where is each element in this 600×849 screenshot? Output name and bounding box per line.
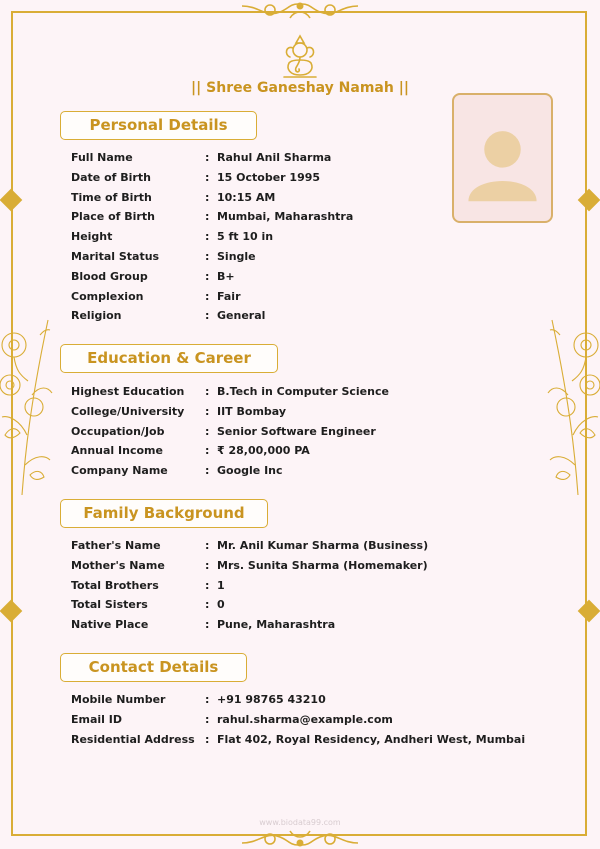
detail-row-height	[71, 230, 353, 250]
detail-value: General	[217, 309, 266, 323]
border-diamond-left-lower	[0, 600, 22, 623]
detail-value: Google Inc	[217, 464, 283, 478]
detail-row-time-of-birth	[71, 191, 353, 211]
section-title-contact-details: Contact Details	[60, 653, 247, 682]
border-diamond-right-upper	[578, 189, 600, 212]
detail-row-college-university	[71, 405, 389, 425]
detail-row-complexion	[71, 290, 353, 310]
detail-value: Mr. Anil Kumar Sharma (Business)	[217, 539, 429, 552]
detail-row-native-place	[71, 618, 428, 638]
detail-value: Mumbai, Maharashtra	[217, 210, 354, 224]
detail-label: Total Sisters	[71, 598, 148, 612]
detail-value: 10:15 AM	[217, 190, 276, 204]
detail-value: IIT Bombay	[217, 404, 287, 418]
detail-separator: :	[205, 289, 210, 303]
section-title-family-background: Family Background	[60, 499, 268, 528]
personal-details-list	[71, 151, 353, 329]
detail-row-total-sisters	[71, 598, 428, 618]
detail-value: Single	[217, 249, 256, 263]
detail-row-fathers-name	[71, 539, 428, 559]
detail-separator: :	[205, 210, 210, 224]
detail-value: B.Tech in Computer Science	[217, 385, 389, 398]
section-title-education-career: Education & Career	[60, 344, 278, 373]
detail-label: Total Brothers	[71, 578, 159, 592]
detail-separator: :	[205, 309, 210, 323]
detail-separator: :	[205, 151, 210, 164]
detail-label: Time of Birth	[71, 190, 152, 204]
detail-label: Occupation/Job	[71, 424, 165, 438]
education-career-list	[71, 385, 389, 484]
detail-value: ₹ 28,00,000 PA	[217, 444, 310, 458]
detail-separator: :	[205, 269, 210, 283]
detail-separator: :	[205, 598, 210, 612]
detail-label: Marital Status	[71, 249, 160, 263]
user-silhouette-icon	[454, 95, 551, 221]
detail-value: rahul.sharma@example.com	[217, 712, 393, 726]
detail-separator: :	[205, 424, 210, 438]
detail-label: Father's Name	[71, 539, 161, 552]
detail-separator: :	[205, 618, 210, 632]
detail-row-occupation-job	[71, 425, 389, 445]
detail-row-company-name	[71, 464, 389, 484]
detail-label: Height	[71, 230, 113, 244]
detail-value: B+	[217, 269, 235, 283]
detail-separator: :	[205, 712, 210, 726]
detail-row-highest-education	[71, 385, 389, 405]
detail-label: Mobile Number	[71, 693, 166, 706]
detail-label: College/University	[71, 404, 185, 418]
detail-row-total-brothers	[71, 579, 428, 599]
detail-value: 1	[217, 578, 225, 592]
detail-separator: :	[205, 170, 210, 184]
detail-row-mobile-number	[71, 693, 525, 713]
detail-row-email-id	[71, 713, 525, 733]
bottom-ornament-icon	[240, 826, 360, 849]
detail-row-blood-group	[71, 270, 353, 290]
detail-value: Flat 402, Royal Residency, Andheri West, Mumbai	[217, 732, 526, 746]
border-diamond-left-upper	[0, 189, 22, 212]
detail-row-marital-status	[71, 250, 353, 270]
detail-separator: :	[205, 539, 210, 552]
detail-value: 0	[217, 598, 225, 612]
invocation-heading: || Shree Ganeshay Namah ||	[191, 80, 409, 96]
detail-row-religion	[71, 309, 353, 329]
profile-photo-placeholder	[452, 93, 553, 223]
detail-value: +91 98765 43210	[217, 693, 326, 706]
detail-separator: :	[205, 404, 210, 418]
detail-label: Complexion	[71, 289, 144, 303]
detail-separator: :	[205, 230, 210, 244]
detail-label: Company Name	[71, 464, 168, 478]
ganesha-icon	[276, 33, 324, 81]
detail-label: Full Name	[71, 151, 133, 164]
detail-row-date-of-birth	[71, 171, 353, 191]
detail-value: Senior Software Engineer	[217, 424, 376, 438]
detail-label: Mother's Name	[71, 558, 165, 572]
detail-separator: :	[205, 249, 210, 263]
detail-separator: :	[205, 732, 210, 746]
detail-value: Fair	[217, 289, 241, 303]
detail-value: 5 ft 10 in	[217, 230, 274, 244]
detail-row-full-name	[71, 151, 353, 171]
detail-label: Place of Birth	[71, 210, 155, 224]
floral-decoration-right-icon	[545, 315, 600, 500]
detail-label: Native Place	[71, 618, 149, 632]
top-ornament-icon	[240, 0, 360, 22]
floral-decoration-left-icon	[0, 315, 55, 500]
detail-separator: :	[205, 558, 210, 572]
detail-separator: :	[205, 190, 210, 204]
detail-label: Religion	[71, 309, 122, 323]
detail-separator: :	[205, 444, 210, 458]
detail-value: Pune, Maharashtra	[217, 618, 336, 632]
detail-separator: :	[205, 464, 210, 478]
family-background-list	[71, 539, 428, 638]
detail-value: Mrs. Sunita Sharma (Homemaker)	[217, 558, 428, 572]
contact-details-list	[71, 693, 525, 752]
watermark-text: www.biodata99.com	[259, 818, 341, 827]
detail-separator: :	[205, 693, 210, 706]
detail-row-residential-address	[71, 733, 525, 753]
detail-row-annual-income	[71, 444, 389, 464]
detail-separator: :	[205, 578, 210, 592]
detail-value: 15 October 1995	[217, 170, 321, 184]
detail-label: Email ID	[71, 712, 122, 726]
detail-label: Residential Address	[71, 732, 195, 746]
detail-label: Annual Income	[71, 444, 163, 458]
detail-label: Blood Group	[71, 269, 148, 283]
detail-separator: :	[205, 385, 210, 398]
detail-row-mothers-name	[71, 559, 428, 579]
border-diamond-right-lower	[578, 600, 600, 623]
section-title-personal-details: Personal Details	[60, 111, 257, 140]
detail-row-place-of-birth	[71, 210, 353, 230]
detail-label: Date of Birth	[71, 170, 151, 184]
detail-value: Rahul Anil Sharma	[217, 151, 332, 164]
detail-label: Highest Education	[71, 385, 185, 398]
